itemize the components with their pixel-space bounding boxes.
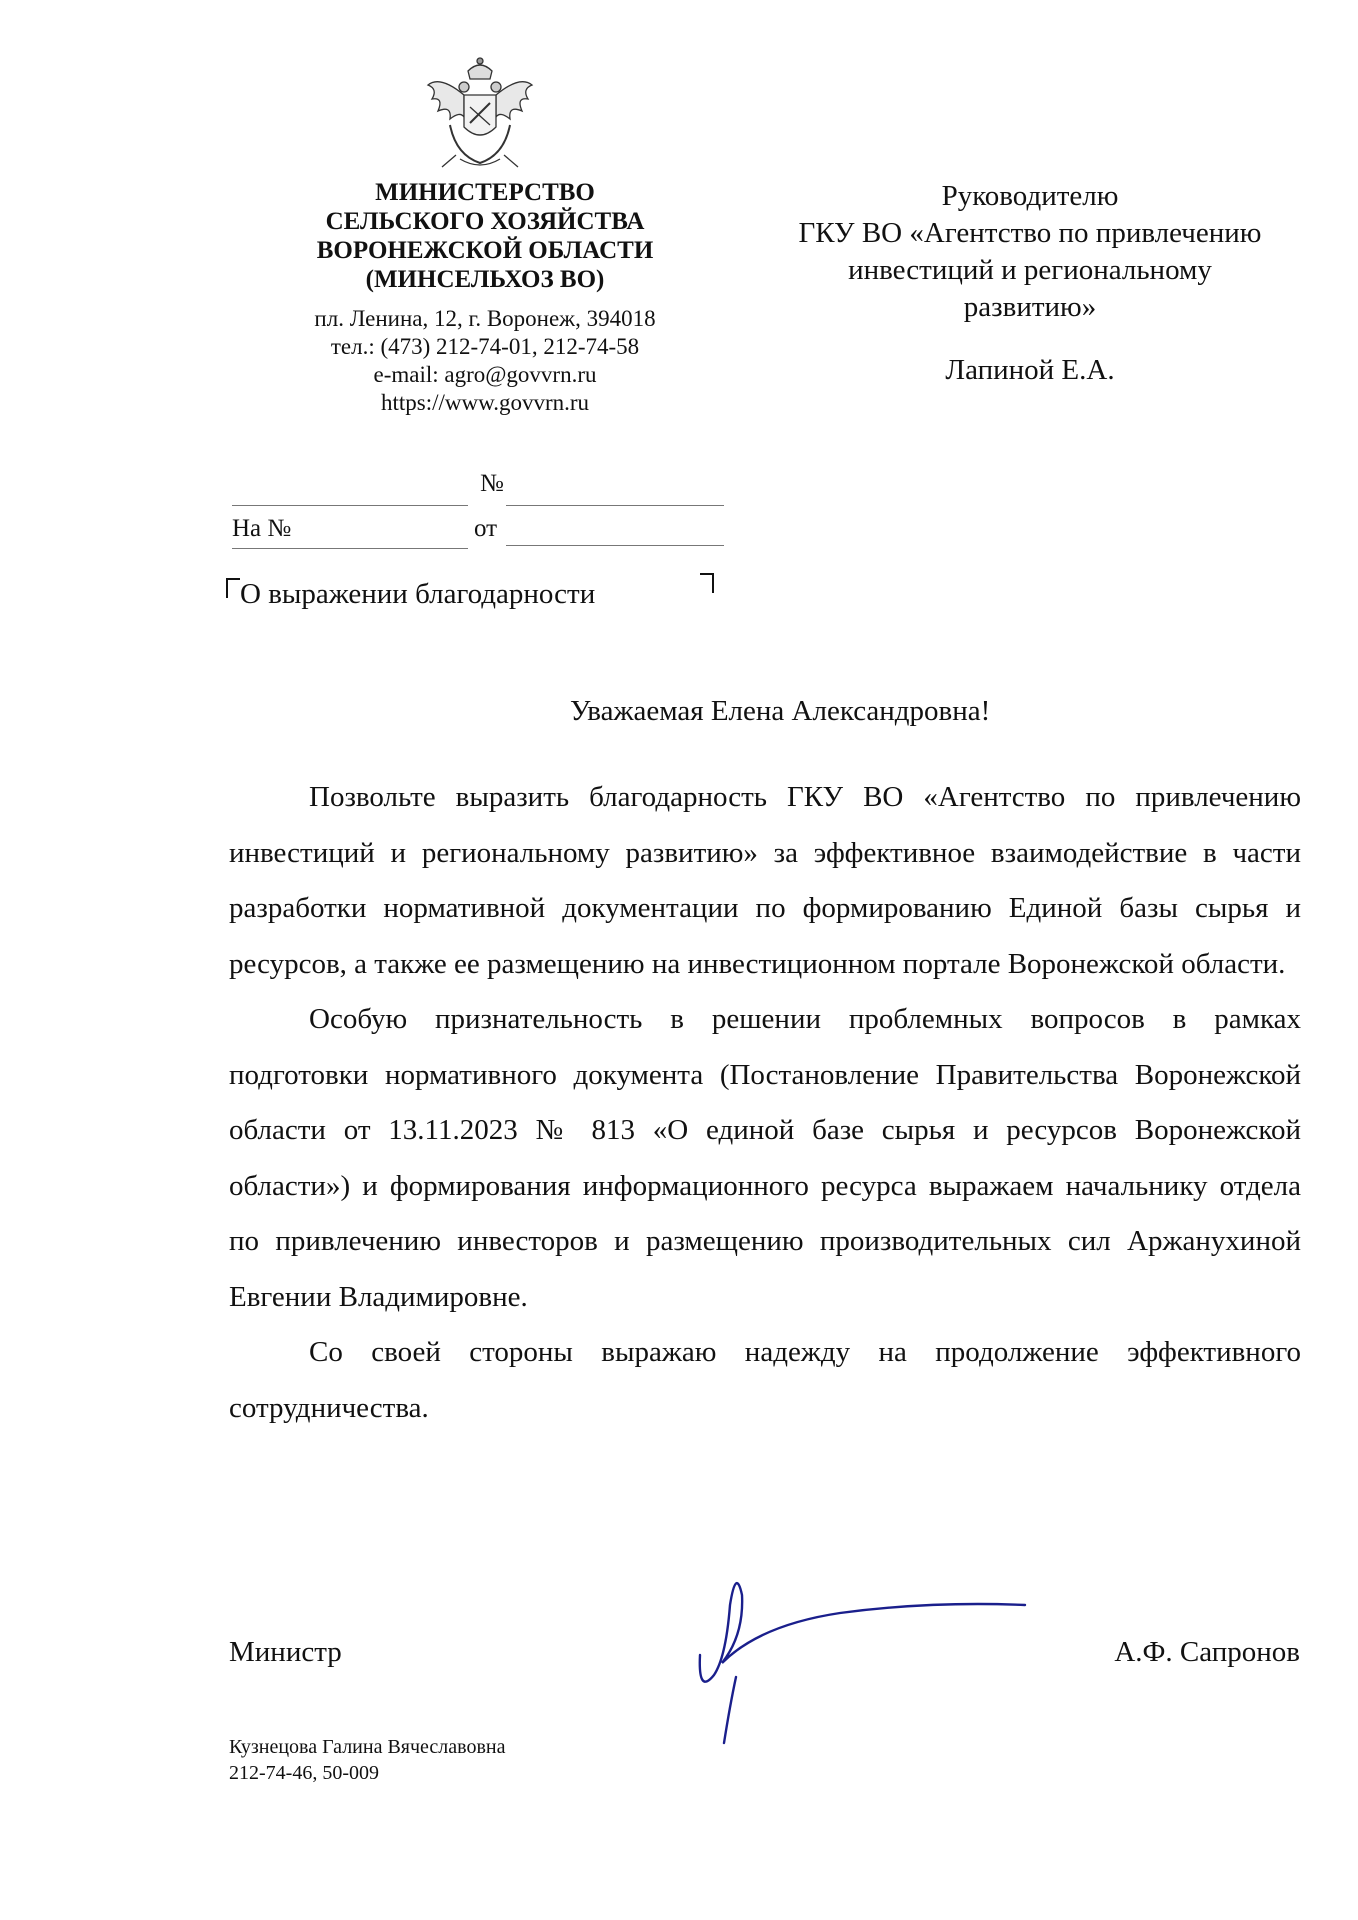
ministry-email: e-mail: agro@govvrn.ru	[373, 362, 597, 387]
ministry-line: ВОРОНЕЖСКОЙ ОБЛАСТИ	[316, 237, 654, 264]
signer-name: А.Ф. Сапронов	[1114, 1636, 1300, 1668]
greeting: Уважаемая Елена Александровна!	[570, 695, 991, 727]
reply-to-label: На №	[232, 515, 292, 542]
from-label: от	[474, 515, 498, 542]
ministry-contacts	[255, 305, 715, 417]
coat-of-arms-icon	[420, 55, 540, 173]
reply-to-date-line	[506, 545, 724, 546]
executor-name: Кузнецова Галина Вячеславовна	[229, 1736, 506, 1758]
outgoing-number-line	[506, 505, 724, 506]
subject-corner-left	[226, 578, 240, 598]
addressee-line: ГКУ ВО «Агентство по привлечению	[798, 217, 1262, 249]
ministry-address: пл. Ленина, 12, г. Воронеж, 394018	[314, 306, 656, 331]
recipient-name: Лапиной Е.А.	[945, 354, 1115, 386]
body-paragraph: Позвольте выразить благодарность ГКУ ВО «Агентство по привлечению инвестиций и региональному развитию» за эффективное взаимодействие в части разработки нормативной документации по формированию Единой базы сырья и ресурсов, а также ее размещению на инвестиционном портале Воронежской области.	[229, 781, 1301, 980]
signer-role: Министр	[229, 1636, 342, 1668]
executor-info	[229, 1734, 506, 1786]
ministry-website: https://www.govvrn.ru	[380, 390, 590, 415]
addressee-line: Руководителю	[941, 180, 1119, 212]
ministry-line: МИНИСТЕРСТВО	[375, 179, 595, 206]
letter-body	[229, 770, 1301, 1436]
ministry-phone: тел.: (473) 212-74-01, 212-74-58	[330, 334, 640, 359]
addressee-line: развитию»	[963, 291, 1097, 323]
ministry-line: (МИНСЕЛЬХОЗ ВО)	[365, 266, 605, 293]
executor-phone: 212-74-46, 50-009	[229, 1762, 379, 1784]
subject-corner-right	[700, 573, 714, 593]
body-paragraph: Со своей стороны выражаю надежду на продолжение эффективного сотрудничества.	[229, 1336, 1301, 1424]
handwritten-signature	[680, 1565, 1040, 1745]
ministry-line: СЕЛЬСКОГО ХОЗЯЙСТВА	[325, 208, 645, 235]
reply-to-number-line	[232, 548, 468, 549]
outgoing-date-line	[232, 505, 468, 506]
addressee-line: инвестиций и региональному	[848, 254, 1212, 286]
body-paragraph: Особую признательность в решении проблемных вопросов в рамках подготовки нормативного документа (Постановление Правительства Воронежской области от 13.11.2023 № 813 «О единой базе сырья и ресурсов Воронежской области») и формирования информационного ресурса выражаем начальнику отдела по привлечению инвесторов и размещению производительных сил Аржанухиной Евгении Владимировне.	[229, 1003, 1301, 1313]
addressee-block	[770, 178, 1290, 389]
ministry-name	[255, 178, 715, 294]
number-sign: №	[480, 470, 504, 497]
letter-subject: О выражении благодарности	[240, 578, 596, 610]
